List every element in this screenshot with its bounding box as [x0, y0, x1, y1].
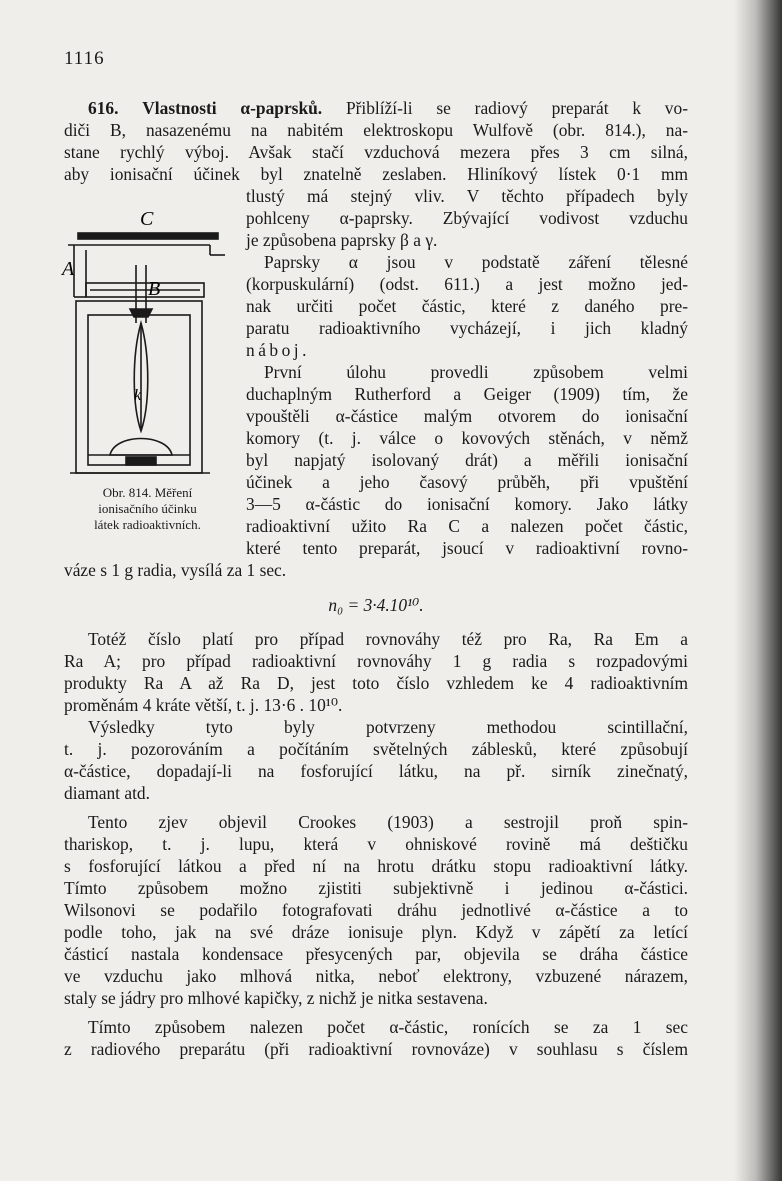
- text-line: podle toho, jak na své dráze ionisuje plyn. Když v zápětí za letící: [64, 922, 688, 942]
- text-line: s fosforující látkou a před ní na hrotu drátku stopu radioaktivní látky.: [64, 856, 688, 876]
- text-line: účinek a jeho časový průběh, při vpuštění: [246, 472, 688, 492]
- text-line: ve vzduchu jako mlhová nitka, neboť elektrony, vzbuzené nárazem,: [64, 966, 688, 986]
- text-line: Tímto způsobem možno zjistiti subjektivně i jedinou α-částici.: [64, 878, 688, 898]
- text-line: byl napjatý isolovaný drát) a měřili ionisační: [246, 450, 688, 470]
- text-line: Tímto způsobem nalezen počet α-částic, ronících se za 1 sec: [88, 1017, 688, 1037]
- figure-caption-line: látek radioaktivních.: [94, 517, 201, 532]
- text-line: které tento preparát, jsoucí v radioaktivní rovno-: [246, 538, 688, 558]
- section-heading-line: [88, 97, 688, 119]
- text-line: Totéž číslo platí pro případ rovnováhy též pro Ra, Ra Em a: [88, 629, 688, 649]
- page-gutter-shadow: [734, 0, 782, 1181]
- text-line: Tento zjev objevil Crookes (1903) a sestrojil proň spin-: [88, 812, 688, 832]
- text-line: 3—5 α-částic do ionisační komory. Jako látky: [246, 494, 688, 514]
- section-title: Vlastnosti α-paprsků.: [142, 98, 323, 118]
- text-line: radioaktivní užito Ra C a nalezen počet částic,: [246, 516, 688, 536]
- text-line: proměnám 4 kráte větší, t. j. 13·6 . 10¹⁰.: [64, 695, 343, 715]
- figure-label-k: k: [134, 387, 142, 404]
- text-line: částicí nastala kondensace přesycených par, objevila se dráha částice: [64, 944, 688, 964]
- text-line: staly se jádry pro mlhové kapičky, z nichž je nitka sestavena.: [64, 988, 488, 1008]
- electroscope-figure: [60, 205, 235, 485]
- text-line: váze s 1 g radia, vysílá za 1 sec.: [64, 560, 287, 580]
- text-line: aby ionisační účinek byl znatelně zeslaben. Hliníkový lístek 0·1 mm: [64, 164, 688, 184]
- text-line: produkty Ra A až Ra D, jest toto číslo vzhledem ke 4 radioaktivním: [64, 673, 688, 693]
- text-line: Výsledky tyto byly potvrzeny methodou scintillační,: [88, 717, 688, 737]
- text-line: První úlohu provedli způsobem velmi: [264, 362, 688, 382]
- text-line: je způsobena paprsky β a γ.: [246, 230, 438, 250]
- text-line: náboj.: [246, 340, 310, 360]
- text-line: diamant atd.: [64, 783, 150, 803]
- text-line: komory (t. j. válce o kovových stěnách, v němž: [246, 428, 688, 448]
- text-line: stane rychlý výboj. Avšak stačí vzduchová mezera přes 3 cm silná,: [64, 142, 688, 162]
- text-line: Wilsonovi se podařilo fotografovati dráhu jednotlivé α-částice a to: [64, 900, 688, 920]
- text-line: thariskop, t. j. lupu, která v ohniskové rovině má deštičku: [64, 834, 688, 854]
- formula: n₀ = 3·4.10¹⁰.: [328, 595, 424, 615]
- text-line: α-částice, dopadají-li na fosforující látku, na př. sirník zinečnatý,: [64, 761, 688, 781]
- text-line: paratu radioaktivního vycházejí, i jich kladný: [246, 318, 688, 338]
- text-line: Přiblíží-li se radiový preparát k vo-: [345, 98, 688, 118]
- figure-label-a: A: [62, 258, 75, 280]
- figure-caption-line: ionisačního účinku: [98, 501, 197, 516]
- text-line: Paprsky α jsou v podstatě záření tělesné: [264, 252, 688, 272]
- figure-label-b: B: [148, 278, 161, 300]
- text-line: tlustý má stejný vliv. V těchto případech byly: [246, 186, 688, 206]
- text-line: nak určiti počet částic, které z daného pre-: [246, 296, 688, 316]
- figure-label-c: C: [140, 208, 154, 230]
- text-line: (korpuskulární) (odst. 611.) a jest možno jed-: [246, 274, 688, 294]
- text-line: pohlceny α-paprsky. Zbývající vodivost vzduchu: [246, 208, 688, 228]
- figure-caption-line: Obr. 814. Měření: [102, 485, 193, 500]
- text-line: Ra A; pro případ radioaktivní rovnováhy 1 g radia s rozpadovými: [64, 651, 688, 671]
- text-line: duchaplným Rutherford a Geiger (1909) tím, že: [246, 384, 688, 404]
- text-line: z radiového preparátu (při radioaktivní rovnováze) v souhlasu s číslem: [64, 1039, 688, 1059]
- text-line: t. j. pozorováním a počítáním světelných záblesků, které způsobují: [64, 739, 688, 759]
- page-number: 1116: [64, 48, 105, 69]
- text-line: diči B, nasazenému na nabitém elektroskopu Wulfově (obr. 814.), na-: [64, 120, 688, 140]
- section-number: 616.: [88, 98, 119, 118]
- text-line: vpouštěli α-částice malým otvorem do ionisační: [246, 406, 688, 426]
